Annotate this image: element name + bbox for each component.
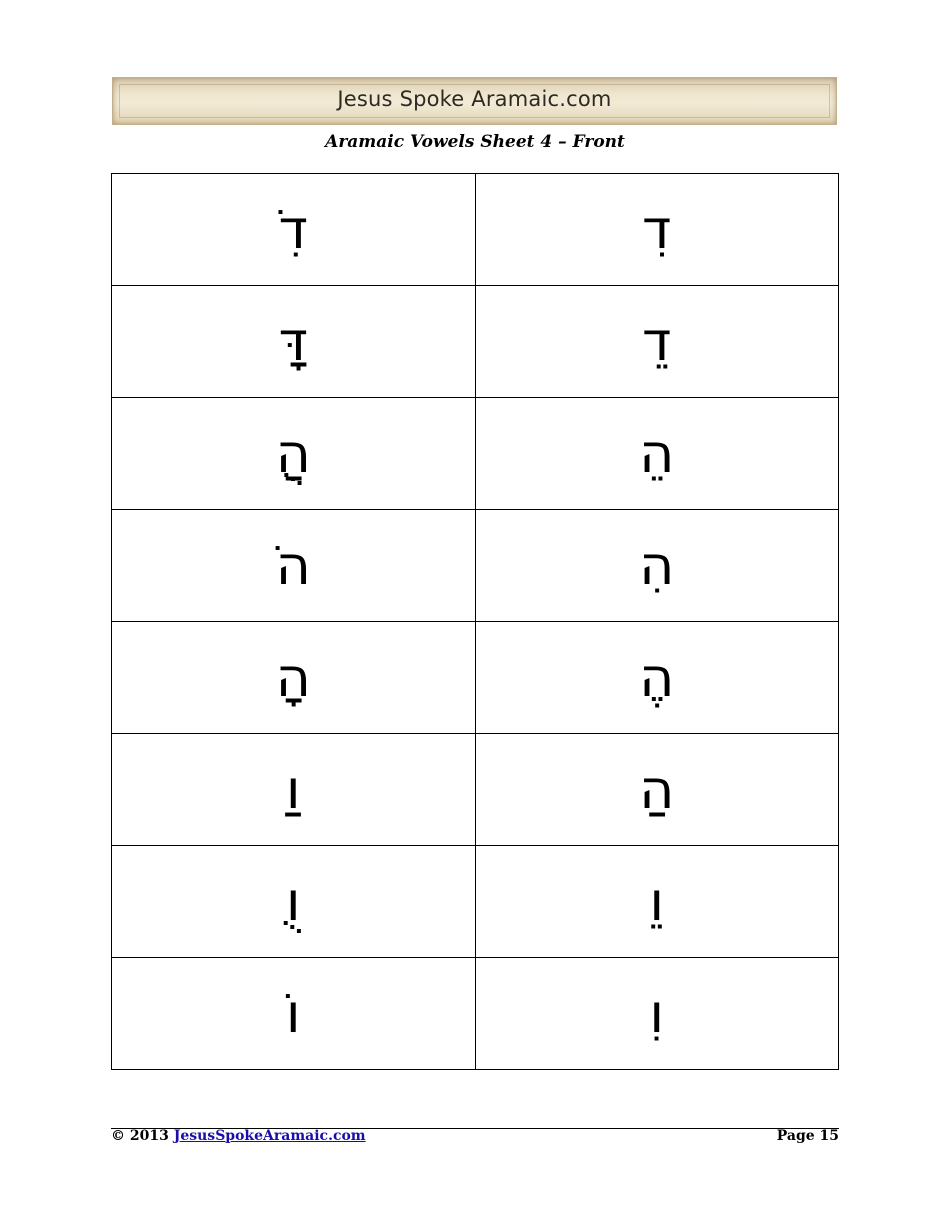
card-cell [112,734,476,846]
aramaic-letter-card: הַ [639,757,675,821]
aramaic-letter-card: הִ [639,533,675,597]
aramaic-letter-card: דָּ [278,309,308,373]
aramaic-letter-card: וֵ [649,869,665,933]
card-cell [475,958,839,1070]
site-banner [112,77,837,125]
card-cell [112,286,476,398]
card-row [112,510,839,622]
card-cell [112,398,476,510]
card-row [112,174,839,286]
page-number: Page 15 [776,1128,839,1144]
flashcard-grid [111,173,839,1070]
aramaic-letter-card: דִֹ [278,197,308,261]
footer-copyright [111,1128,366,1144]
card-row [112,958,839,1070]
aramaic-letter-card: וֻ [285,869,301,933]
card-cell [475,510,839,622]
card-cell [475,286,839,398]
card-row [112,286,839,398]
sheet-title: Aramaic Vowels Sheet 4 – Front [325,132,625,152]
card-row [112,846,839,958]
aramaic-letter-card: הָ [275,645,311,709]
aramaic-letter-card: וֹ [285,981,301,1045]
card-cell [112,622,476,734]
card-row [112,398,839,510]
aramaic-letter-card: הַֻ [275,421,311,485]
card-cell [475,398,839,510]
card-cell [112,846,476,958]
aramaic-letter-card: דֵ [642,309,672,373]
aramaic-letter-card: הֶ [639,645,675,709]
card-cell [112,510,476,622]
card-cell [475,174,839,286]
card-row [112,734,839,846]
website-link[interactable]: JesusSpokeAramaic.com [173,1128,366,1144]
card-cell [475,734,839,846]
aramaic-letter-card: דִִ [642,197,672,261]
copyright-text: © 2013 [111,1128,169,1144]
aramaic-letter-card: הֵ [639,421,675,485]
card-cell [475,622,839,734]
card-cell [475,846,839,958]
card-cell [112,958,476,1070]
aramaic-letter-card: וַ [285,757,301,821]
banner-title: Jesus Spoke Aramaic.com [337,87,612,111]
card-cell [112,174,476,286]
aramaic-letter-card: וִ [649,981,665,1045]
aramaic-letter-card: הֹ [275,533,311,597]
card-row [112,622,839,734]
